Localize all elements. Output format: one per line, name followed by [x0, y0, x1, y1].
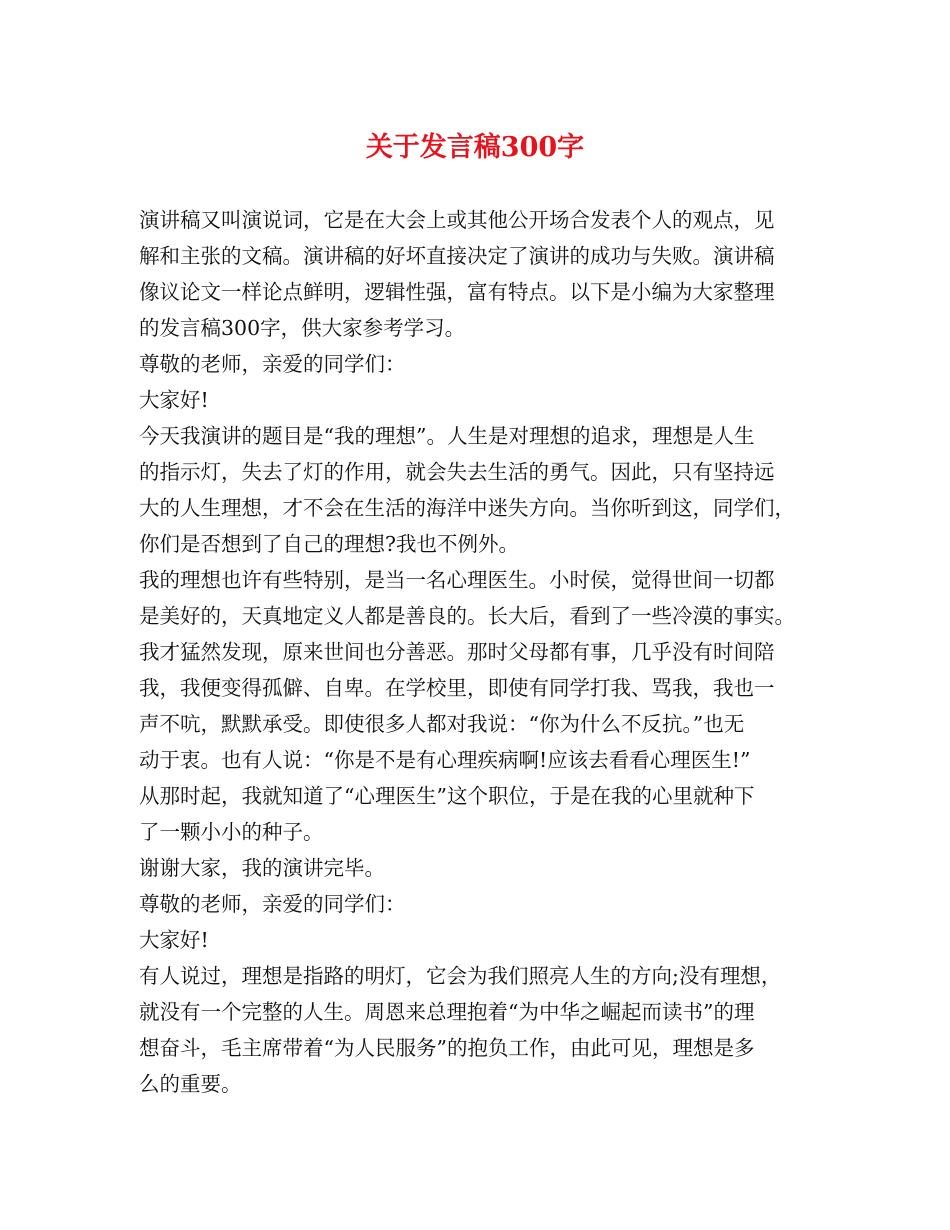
- body-line: 声不吭，默默承受。即使很多人都对我说：“你为什么不反抗。”也无: [139, 712, 745, 736]
- body-line: 的发言稿300字，供大家参考学习。: [139, 316, 466, 340]
- body-line: 演讲稿又叫演说词，它是在大会上或其他公开场合发表个人的观点，见: [139, 208, 775, 232]
- body-line: 我，我便变得孤僻、自卑。在学校里，即使有同学打我、骂我，我也一: [139, 676, 775, 700]
- body-line: 动于衷。也有人说：“你是不是有心理疾病啊!应该去看看心理医生!”: [139, 748, 751, 772]
- body-line: 大的人生理想，才不会在生活的海洋中迷失方向。当你听到这，同学们，: [139, 496, 795, 520]
- body-line: 想奋斗，毛主席带着“为人民服务”的抱负工作，由此可见，理想是多: [139, 1036, 755, 1060]
- body-line: 像议论文一样论点鲜明，逻辑性强，富有特点。以下是小编为大家整理: [139, 280, 775, 304]
- body-line: 是美好的，天真地定义人都是善良的。长大后，看到了一些冷漠的事实。: [139, 604, 795, 628]
- body-line: 尊敬的老师，亲爱的同学们：: [139, 352, 406, 376]
- body-line: 大家好!: [139, 388, 209, 412]
- body-line: 有人说过，理想是指路的明灯，它会为我们照亮人生的方向;没有理想，: [139, 964, 782, 988]
- body-line: 我才猛然发现，原来世间也分善恶。那时父母都有事，几乎没有时间陪: [139, 640, 775, 664]
- body-line: 今天我演讲的题目是“我的理想”。人生是对理想的追求，理想是人生: [139, 424, 755, 448]
- body-line: 就没有一个完整的人生。周恩来总理抱着“为中华之崛起而读书”的理: [139, 1000, 755, 1024]
- document-title: 关于发言稿300字: [365, 132, 585, 163]
- body-line: 从那时起，我就知道了“心理医生”这个职位，于是在我的心里就种下: [139, 784, 755, 808]
- body-line: 谢谢大家，我的演讲完毕。: [139, 856, 385, 880]
- body-line: 解和主张的文稿。演讲稿的好坏直接决定了演讲的成功与失败。演讲稿: [139, 244, 775, 268]
- body-line: 么的重要。: [139, 1072, 242, 1096]
- document-body: [139, 202, 819, 1102]
- body-line: 大家好!: [139, 928, 209, 952]
- body-line: 了一颗小小的种子。: [139, 820, 324, 844]
- body-line: 尊敬的老师，亲爱的同学们：: [139, 892, 406, 916]
- body-line: 我的理想也许有些特别，是当一名心理医生。小时侯，觉得世间一切都: [139, 568, 775, 592]
- body-line: 的指示灯，失去了灯的作用，就会失去生活的勇气。因此，只有坚持远: [139, 460, 775, 484]
- body-line: 你们是否想到了自己的理想?我也不例外。: [139, 532, 519, 556]
